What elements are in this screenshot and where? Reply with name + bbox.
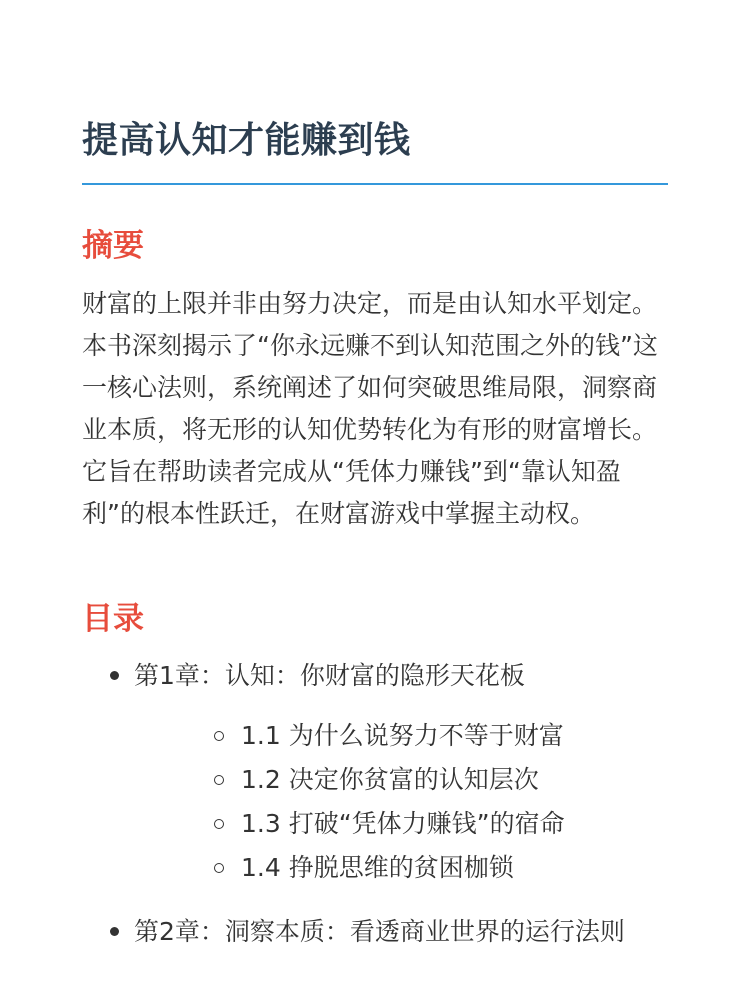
chapter-1-sections [134, 714, 682, 890]
summary-paragraph: 财富的上限并非由努力决定，而是由认知水平划定。本书深刻揭示了“你永远赚不到认知范围之外的钱”这一核心法则，系统阐述了如何突破思维局限，洞察商业本质，将无形的认知优势转化为有形的财富增长。它旨在帮助读者完成从“凭体力赚钱”到“靠认知盈利”的根本性跃迁，在财富游戏中掌握主动权。 [82, 289, 658, 528]
table-of-contents [82, 656, 682, 952]
circle-bullet-icon [214, 731, 224, 741]
circle-bullet-icon [214, 819, 224, 829]
summary-heading: 摘要 [82, 228, 144, 264]
toc-section-item [186, 758, 682, 802]
toc-chapter-1 [82, 656, 682, 890]
toc-chapter-2 [82, 912, 682, 952]
bullet-icon [110, 927, 119, 936]
chapter-label: 第1章：认知：你财富的隐形天花板 [134, 661, 525, 690]
toc-section-item [186, 846, 682, 890]
circle-bullet-icon [214, 775, 224, 785]
title-divider [82, 183, 668, 185]
section-label: 1.2 决定你贫富的认知层次 [241, 765, 539, 794]
section-label: 1.1 为什么说努力不等于财富 [241, 721, 564, 750]
toc-section-item [186, 714, 682, 758]
chapter-label: 第2章：洞察本质：看透商业世界的运行法则 [134, 917, 625, 946]
toc-section-item [186, 802, 682, 846]
section-label: 1.4 挣脱思维的贫困枷锁 [241, 853, 514, 882]
page-title: 提高认知才能赚到钱 [82, 120, 411, 161]
circle-bullet-icon [214, 863, 224, 873]
bullet-icon [110, 671, 119, 680]
section-label: 1.3 打破“凭体力赚钱”的宿命 [241, 809, 565, 838]
toc-heading: 目录 [82, 601, 144, 637]
